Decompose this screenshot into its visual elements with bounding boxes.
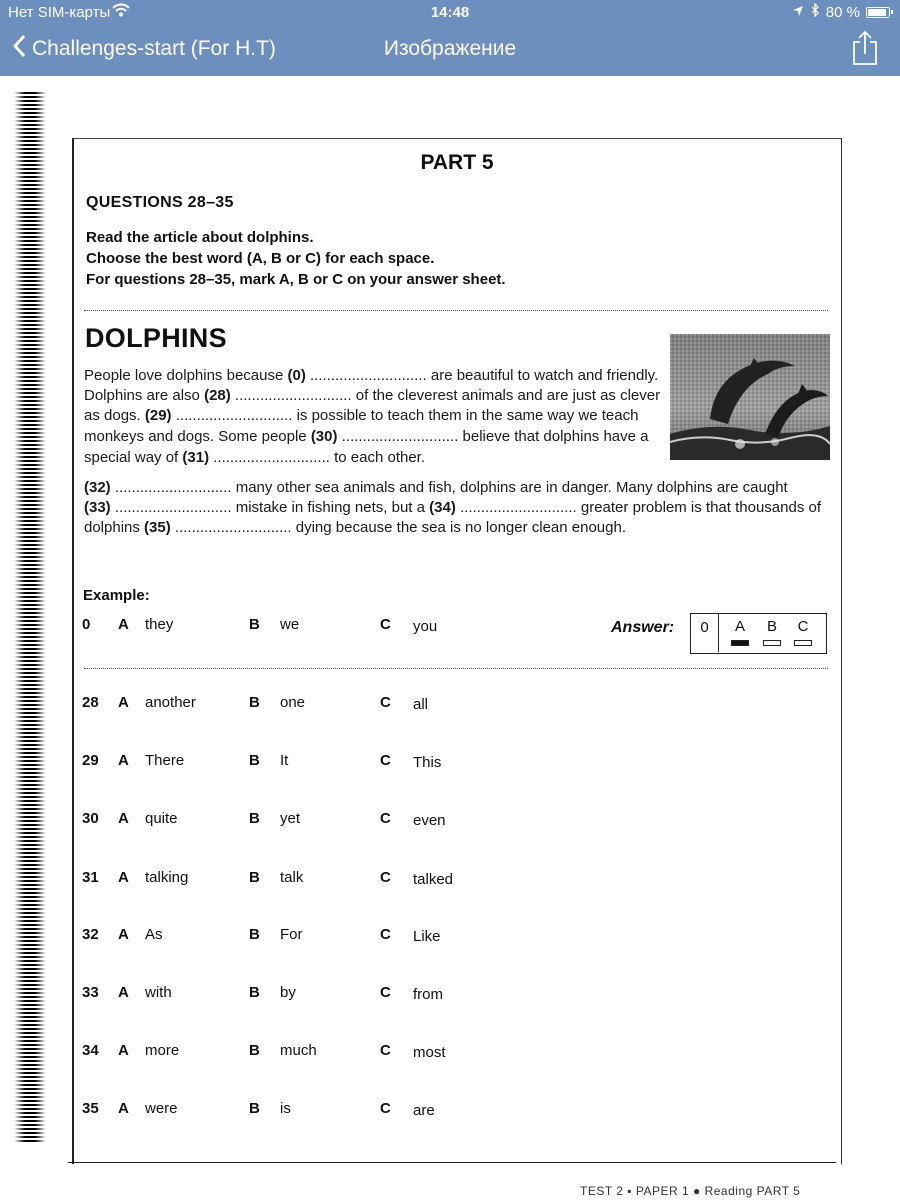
question-row [0,694,900,714]
option-a-text: were [145,1100,178,1117]
article-line: (33) ............................ mistake in fishing nets, but a (34) ............................ greater problem is that thousands of [84,499,822,516]
article-title: DOLPHINS [85,323,227,353]
answer-option-a: A [734,618,745,635]
option-c-text: most [413,1044,446,1061]
battery-icon [866,7,890,18]
option-a-text: talking [145,869,189,886]
navigation-bar [0,26,900,76]
question-row [0,752,900,772]
option-letter-c: C [380,810,391,827]
option-letter-a: A [118,869,129,886]
option-letter-c: C [380,616,391,633]
dolphin-photo [670,334,830,460]
answer-sheet-box [690,613,827,654]
question-number: 32 [82,926,99,943]
option-letter-a: A [118,752,129,769]
article-line: People love dolphins because (0) ............................ are beautiful to watch and friendly. [84,367,659,384]
answer-label: Answer: [611,619,675,636]
option-b-text: It [280,752,289,769]
question-row [0,810,900,830]
question-row [0,984,900,1004]
carrier-label: Нет SIM-карты [8,4,111,21]
option-letter-b: B [249,1042,260,1059]
option-c-text: This [413,754,442,771]
question-number: 34 [82,1042,99,1059]
option-c-text: Like [413,928,441,945]
question-row [0,1042,900,1062]
questions-heading: QUESTIONS 28–35 [86,194,234,211]
clock: 14:48 [430,4,470,21]
option-b-text: yet [280,810,301,827]
article-line: dolphins (35) ............................ dying because the sea is no longer clean enough. [84,519,627,536]
option-b-text: one [280,694,306,711]
option-letter-a: A [118,1100,129,1117]
question-number: 29 [82,752,99,769]
answer-option-b: B [766,618,777,635]
option-letter-c: C [380,752,391,769]
option-b-text: talk [280,869,304,886]
option-c-text: from [413,986,443,1003]
battery-percent: 80 % [825,3,860,21]
question-number: 28 [82,694,99,711]
option-a-text: There [145,752,185,769]
option-a-text: quite [145,810,178,827]
article-line: Dolphins are also (28) ............................ of the cleverest animals and are just as clever [84,387,661,404]
question-number: 35 [82,1100,99,1117]
instruction-line: Read the article about dolphins. [86,229,314,246]
option-letter-a: A [118,1042,129,1059]
page-footer: TEST 2 ▪ PAPER 1 ● Reading PART 5 [580,1184,801,1198]
nav-title: Изображение [383,37,517,60]
option-a-text: As [145,926,163,943]
option-letter-c: C [380,694,391,711]
answer-number: 0 [691,614,719,652]
option-letter-a: A [118,926,129,943]
status-right [792,3,890,21]
option-a-text: with [145,984,172,1001]
option-letter-b: B [249,984,260,1001]
dotted-divider [84,668,828,669]
article-line: monkeys and dogs. Some people (30) ............................ believe that dolphins have a [84,428,649,445]
option-letter-b: B [249,616,260,633]
location-icon [792,4,804,21]
option-c-text: you [413,618,438,635]
option-b-text: by [280,984,296,1001]
option-letter-c: C [380,1042,391,1059]
bluetooth-icon [810,3,820,21]
option-a-text: another [145,694,196,711]
question-number: 30 [82,810,99,827]
option-letter-b: B [249,926,260,943]
article-line: (32) ............................ many other sea animals and fish, dolphins are in danger. Many dolphins are caught [84,479,788,496]
answer-option-c: C [797,618,809,635]
option-b-text: is [280,1100,291,1117]
option-b-text: For [280,926,303,943]
answer-bubble-b [763,640,781,646]
question-number: 0 [82,616,91,633]
option-letter-b: B [249,694,260,711]
option-letter-c: C [380,984,391,1001]
question-row [0,926,900,946]
question-row [0,869,900,889]
option-letter-b: B [249,1100,260,1117]
option-letter-c: C [380,1100,391,1117]
option-c-text: are [413,1102,435,1119]
status-bar [0,0,900,26]
option-letter-b: B [249,752,260,769]
option-letter-a: A [118,694,129,711]
option-letter-a: A [118,616,129,633]
instruction-line: Choose the best word (A, B or C) for each space. [86,250,435,267]
question-row [0,1100,900,1120]
answer-bubble-c [794,640,812,646]
article-line: as dogs. (29) ............................ is possible to teach them in the same way we teach [84,407,639,424]
dotted-divider [84,310,828,311]
option-letter-c: C [380,926,391,943]
option-b-text: much [280,1042,317,1059]
question-number: 33 [82,984,99,1001]
part-heading: PART 5 [420,151,494,174]
option-c-text: talked [413,871,454,888]
question-number: 31 [82,869,99,886]
option-c-text: all [413,696,429,713]
back-label: Challenges-start (For H.T) [32,37,276,60]
option-letter-b: B [249,869,260,886]
option-a-text: more [145,1042,180,1059]
share-button[interactable] [852,30,878,71]
option-letter-a: A [118,984,129,1001]
option-letter-a: A [118,810,129,827]
option-a-text: they [145,616,174,633]
page-bottom-rule [68,1162,836,1163]
example-label: Example: [83,587,150,604]
top-bar [0,0,900,76]
option-b-text: we [280,616,300,633]
answer-bubble-a [731,640,749,646]
option-c-text: even [413,812,446,829]
option-letter-c: C [380,869,391,886]
instruction-line: For questions 28–35, mark A, B or C on your answer sheet. [86,271,506,288]
share-icon [852,53,878,70]
article-line: special way of (31) ............................ to each other. [84,449,426,466]
option-letter-b: B [249,810,260,827]
